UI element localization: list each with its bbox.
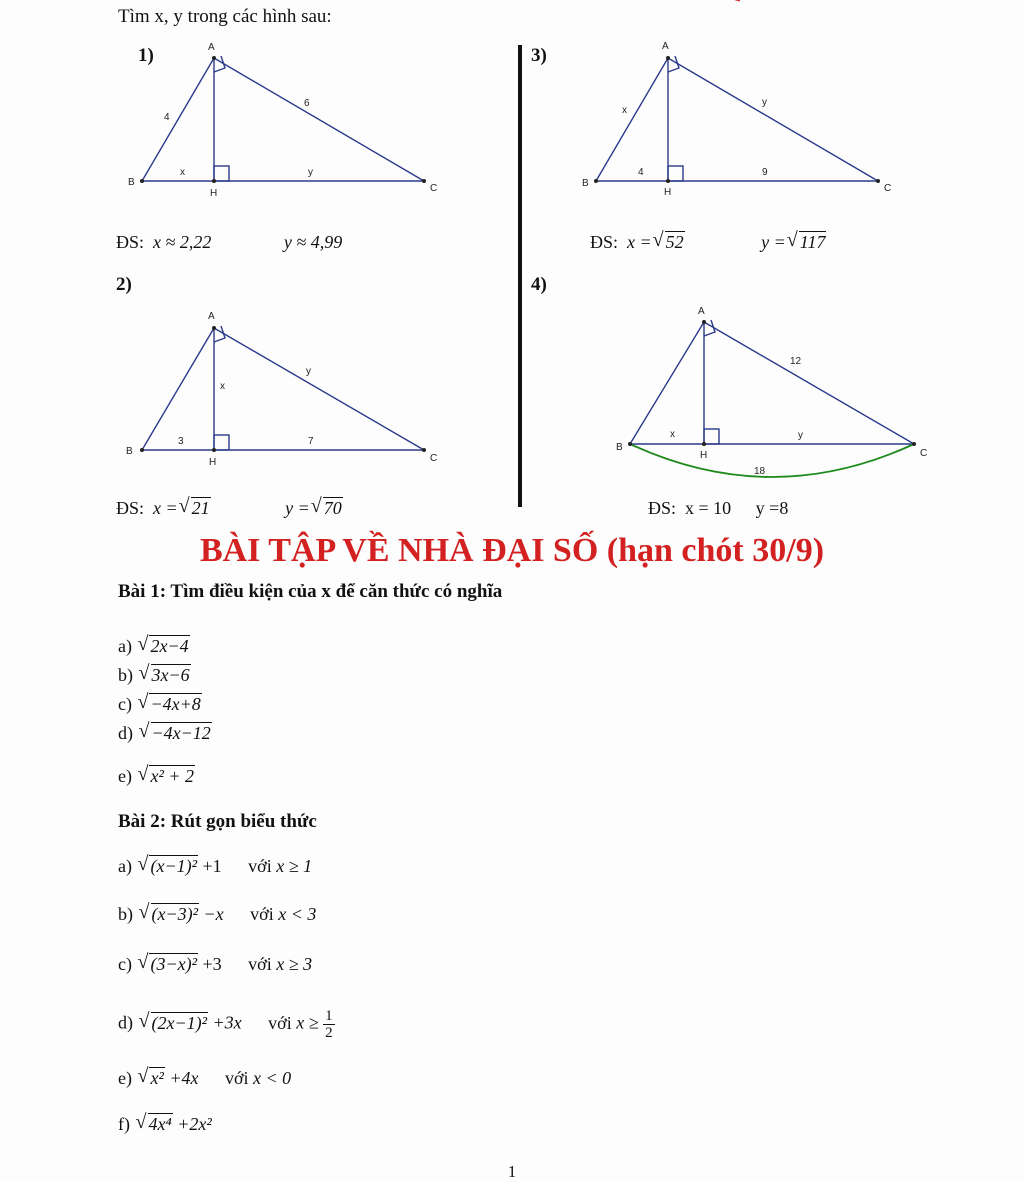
intro-text: Tìm x, y trong các hình sau: xyxy=(118,6,332,27)
problem-1-number: 1) xyxy=(138,45,154,66)
answer-3: ĐS: x =√ 52 y =√ 117 xyxy=(590,232,826,253)
bai1-heading: Bài 1: Tìm điều kiện của x để căn thức có nghĩa xyxy=(118,581,503,602)
label-ac: 6 xyxy=(304,98,310,109)
label-c: C xyxy=(430,453,438,464)
label-ah: x xyxy=(220,381,225,392)
label-a: A xyxy=(208,311,215,322)
bai1-item-c: c) √ −4x+8 xyxy=(118,694,202,715)
bai2-item-d: d) √ (2x−1)² +3x với x ≥ $\frac{1}{2}$ xyxy=(118,1008,335,1041)
label-c: C xyxy=(430,183,438,194)
triangle-figure-3 xyxy=(574,36,904,201)
label-c: C xyxy=(884,183,892,194)
arc-bc xyxy=(630,444,914,477)
bai2-item-e: e) √ x² +4x với x < 0 xyxy=(118,1068,291,1089)
problem-4-number: 4) xyxy=(531,274,547,295)
bai1-item-b: b) √ 3x−6 xyxy=(118,665,191,686)
label-bh: 3 xyxy=(178,436,184,447)
homework-title: BÀI TẬP VỀ NHÀ ĐẠI SỐ (hạn chót 30/9) xyxy=(199,532,825,569)
bai2-item-b: b) √ (x−3)² −x với x < 3 xyxy=(118,904,316,925)
label-ac: 12 xyxy=(790,356,802,367)
label-h: H xyxy=(700,450,708,461)
bai2-item-a: a) √ (x−1)² +1 với x ≥ 1 xyxy=(118,856,312,877)
label-ac: y xyxy=(762,97,767,108)
label-b: B xyxy=(582,178,589,189)
label-h: H xyxy=(664,187,672,198)
triangle-figure-1 xyxy=(120,38,450,203)
label-a: A xyxy=(698,306,705,317)
label-h: H xyxy=(209,457,217,466)
label-hc: y xyxy=(798,430,803,441)
answer-1: ĐS: x ≈ 2,22 y ≈ 4,99 xyxy=(116,232,343,252)
label-hc: 9 xyxy=(762,167,768,178)
label-h: H xyxy=(210,188,218,199)
label-ab: x xyxy=(622,105,627,116)
label-c: C xyxy=(920,448,928,459)
label-b: B xyxy=(128,177,135,188)
triangle-figure-2 xyxy=(120,306,450,466)
answer-4: ĐS: x = 10 y =8 xyxy=(648,498,789,518)
label-bh: 4 xyxy=(638,167,644,178)
label-bh: x xyxy=(670,429,675,440)
triangle-figure-4 xyxy=(600,300,940,490)
bai2-item-f: f) √ 4x⁴ +2x² xyxy=(118,1114,212,1135)
page-number: 1 xyxy=(507,1162,517,1181)
label-ac: y xyxy=(306,366,311,377)
top-red-mark xyxy=(605,0,935,4)
column-divider xyxy=(518,45,522,507)
label-b: B xyxy=(616,442,623,453)
label-a: A xyxy=(208,42,215,53)
label-ab: 4 xyxy=(164,112,170,123)
label-bc: 18 xyxy=(754,466,766,477)
label-hc: y xyxy=(308,167,313,178)
bai2-item-c: c) √ (3−x)² +3 với x ≥ 3 xyxy=(118,954,312,975)
label-a: A xyxy=(662,41,669,52)
label-b: B xyxy=(126,446,133,457)
bai1-item-e: e) √ x² + 2 xyxy=(118,766,195,787)
bai1-item-d: d) √ −4x−12 xyxy=(118,723,212,744)
label-hc: 7 xyxy=(308,436,314,447)
answer-2: ĐS: x =√ 21 y =√ 70 xyxy=(116,498,343,519)
bai2-heading: Bài 2: Rút gọn biểu thức xyxy=(118,811,317,832)
bai1-item-a: a) √ 2x−4 xyxy=(118,636,190,657)
label-bh: x xyxy=(180,167,185,178)
problem-3-number: 3) xyxy=(531,45,547,66)
problem-2-number: 2) xyxy=(116,274,132,295)
